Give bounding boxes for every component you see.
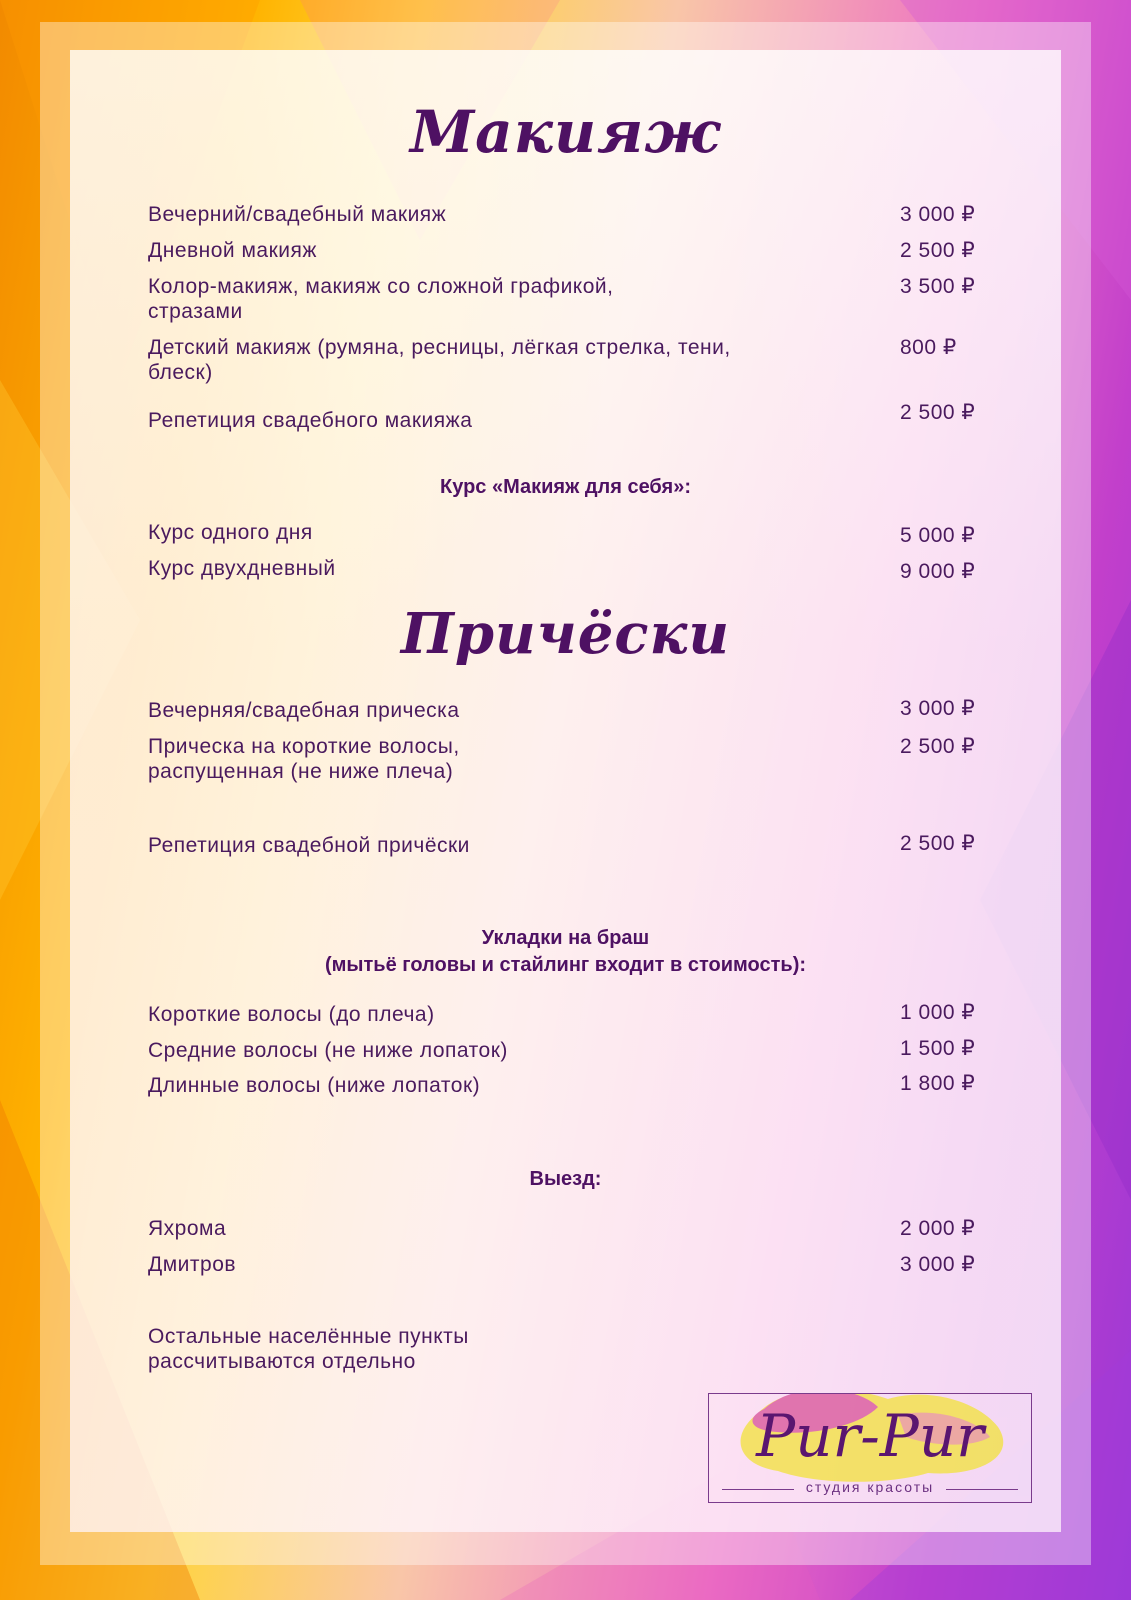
service-name: Репетиция свадебного макияжа	[148, 409, 473, 432]
service-name: Курс двухдневный	[148, 557, 336, 580]
service-name: Дневной макияж	[148, 239, 317, 262]
travel-note-line2: рассчитываются отдельно	[148, 1350, 416, 1373]
service-name: Прическа на короткие волосы, распущенная (не ниже плеча)	[148, 735, 460, 783]
service-name: Вечерняя/свадебная прическа	[148, 699, 460, 722]
makeup-title: Макияж	[409, 98, 722, 166]
logo-name: Pur-Pur	[756, 1402, 984, 1470]
service-price: 2 000 ₽	[900, 1217, 976, 1240]
service-price: 2 500 ₽	[900, 401, 976, 424]
travel-note-line1: Остальные населённые пункты	[148, 1325, 469, 1348]
service-name: Колор-макияж, макияж со сложной графикой, стразами	[148, 275, 614, 323]
service-name: Дмитров	[148, 1253, 237, 1276]
service-name: Длинные волосы (ниже лопаток)	[148, 1074, 481, 1097]
logo-subtitle-text: студия красоты	[805, 1479, 935, 1495]
hair-title: Причёски	[400, 601, 731, 667]
travel-heading: Выезд:	[529, 1168, 602, 1190]
service-price: 1 800 ₽	[900, 1072, 976, 1095]
service-price: 5 000 ₽	[900, 524, 976, 547]
service-name: Яхрома	[148, 1217, 227, 1240]
service-price: 9 000 ₽	[900, 560, 976, 583]
service-price: 1 500 ₽	[900, 1037, 976, 1060]
service-name: Вечерний/свадебный макияж	[148, 203, 447, 226]
styling-heading-line2: (мытьё головы и стайлинг входит в стоимость):	[324, 954, 807, 976]
service-price: 800 ₽	[900, 336, 957, 359]
service-price: 3 500 ₽	[900, 275, 976, 298]
service-price: 2 500 ₽	[900, 239, 976, 262]
logo-subtitle	[708, 1479, 1032, 1495]
menu-sheet	[70, 50, 1061, 1532]
service-price: 3 000 ₽	[900, 1253, 976, 1276]
service-name: Детский макияж (румяна, ресницы, лёгкая стрелка, тени, блеск)	[148, 336, 731, 384]
service-price: 2 500 ₽	[900, 735, 976, 758]
service-price: 3 000 ₽	[900, 203, 976, 226]
service-price: 1 000 ₽	[900, 1001, 976, 1024]
course-heading: Курс «Макияж для себя»:	[440, 476, 691, 498]
service-name: Курс одного дня	[148, 521, 313, 544]
service-price: 2 500 ₽	[900, 832, 976, 855]
studio-logo	[708, 1393, 1032, 1503]
service-name: Короткие волосы (до плеча)	[148, 1003, 435, 1026]
service-name: Средние волосы (не ниже лопаток)	[148, 1039, 508, 1062]
service-price: 3 000 ₽	[900, 697, 976, 720]
service-name: Репетиция свадебной причёски	[148, 834, 470, 857]
styling-heading-line1: Укладки на браш	[481, 927, 650, 949]
